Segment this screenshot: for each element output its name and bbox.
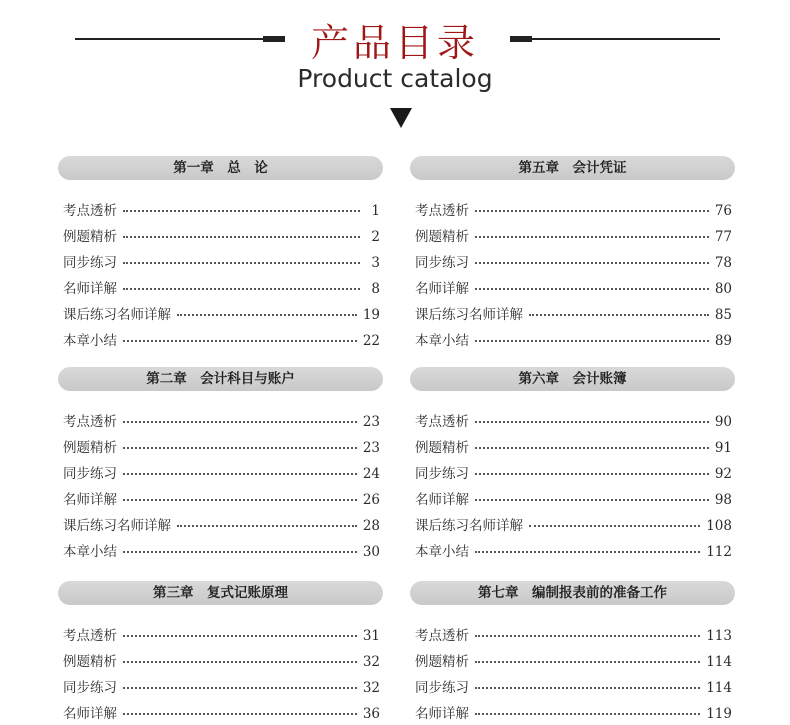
catalog-header	[0, 0, 790, 140]
toc-entry[interactable]	[63, 650, 380, 670]
entry-label: 考点透析	[63, 628, 117, 644]
entry-label: 同步练习	[415, 680, 469, 696]
dot-leader	[123, 340, 357, 342]
entry-label: 名师详解	[63, 706, 117, 722]
toc-entry[interactable]	[415, 277, 732, 297]
toc-entry[interactable]	[415, 650, 732, 670]
chapter-heading: 第二章 会计科目与账户	[58, 367, 383, 391]
dot-leader	[123, 210, 360, 212]
dot-leader	[475, 713, 700, 715]
toc-entry[interactable]	[415, 436, 732, 456]
entry-page: 80	[714, 281, 732, 297]
dot-leader	[475, 236, 709, 238]
toc-entry[interactable]	[415, 702, 732, 722]
entry-label: 课后练习名师详解	[63, 307, 171, 323]
entry-page: 22	[362, 333, 380, 349]
entry-page: 113	[706, 628, 732, 644]
entry-page: 36	[362, 706, 380, 722]
dot-leader	[475, 551, 700, 553]
toc-entry[interactable]	[63, 676, 380, 696]
dot-leader	[177, 314, 357, 316]
toc-entry[interactable]	[63, 488, 380, 508]
toc-entry[interactable]	[415, 514, 732, 534]
dot-leader	[529, 525, 700, 527]
entry-label: 课后练习名师详解	[415, 518, 523, 534]
entry-label: 考点透析	[415, 628, 469, 644]
entry-page: 114	[706, 654, 732, 670]
toc-entry[interactable]	[415, 676, 732, 696]
entry-label: 同步练习	[63, 680, 117, 696]
entry-page: 112	[706, 544, 732, 560]
toc-entry[interactable]	[415, 540, 732, 560]
page-subtitle: Product catalog	[297, 64, 493, 93]
dot-leader	[123, 447, 357, 449]
dot-leader	[123, 499, 357, 501]
entry-page: 3	[371, 255, 380, 271]
entry-label: 同步练习	[63, 255, 117, 271]
entry-label: 例题精析	[63, 229, 117, 245]
entry-label: 本章小结	[63, 333, 117, 349]
chapter-heading: 第一章 总 论	[58, 156, 383, 180]
dot-leader	[123, 288, 360, 290]
entry-label: 本章小结	[415, 544, 469, 560]
toc-entry[interactable]	[63, 251, 380, 271]
toc-entry[interactable]	[63, 277, 380, 297]
entry-label: 名师详解	[415, 492, 469, 508]
toc-entry[interactable]	[63, 702, 380, 722]
entry-label: 同步练习	[63, 466, 117, 482]
chapter-heading: 第五章 会计凭证	[410, 156, 735, 180]
page-title: 产品目录	[310, 21, 479, 65]
dot-leader	[123, 635, 357, 637]
entry-label: 例题精析	[63, 440, 117, 456]
dot-leader	[475, 210, 709, 212]
entry-page: 85	[714, 307, 732, 323]
dot-leader	[123, 473, 357, 475]
dot-leader	[475, 340, 709, 342]
entry-page: 98	[714, 492, 732, 508]
entry-page: 119	[706, 706, 732, 722]
entry-label: 课后练习名师详解	[63, 518, 171, 534]
dot-leader	[123, 262, 360, 264]
toc-entry[interactable]	[415, 303, 732, 323]
entry-label: 考点透析	[415, 203, 469, 219]
entry-page: 77	[714, 229, 732, 245]
toc-entry[interactable]	[63, 462, 380, 482]
chapter-heading: 第七章 编制报表前的准备工作	[410, 581, 735, 605]
toc-entry[interactable]	[63, 329, 380, 349]
toc-entry[interactable]	[415, 329, 732, 349]
toc-entry[interactable]	[415, 225, 732, 245]
entry-page: 76	[714, 203, 732, 219]
entry-page: 32	[362, 680, 380, 696]
chapter-heading: 第六章 会计账簿	[410, 367, 735, 391]
toc-entry[interactable]	[63, 540, 380, 560]
entry-page: 31	[362, 628, 380, 644]
down-arrow-icon	[390, 108, 412, 128]
entry-page: 32	[362, 654, 380, 670]
dot-leader	[475, 473, 709, 475]
toc-entry[interactable]	[63, 410, 380, 430]
entry-label: 本章小结	[415, 333, 469, 349]
entry-page: 114	[706, 680, 732, 696]
dot-leader	[177, 525, 357, 527]
entry-page: 1	[371, 203, 380, 219]
entry-page: 92	[714, 466, 732, 482]
entry-label: 考点透析	[63, 203, 117, 219]
entry-page: 108	[706, 518, 732, 534]
dot-leader	[529, 314, 709, 316]
toc-entry[interactable]	[415, 624, 732, 644]
toc-entry[interactable]	[63, 514, 380, 534]
entry-page: 78	[714, 255, 732, 271]
entry-label: 例题精析	[63, 654, 117, 670]
dot-leader	[123, 421, 357, 423]
toc-entry[interactable]	[63, 303, 380, 323]
dot-leader	[123, 661, 357, 663]
entry-page: 8	[371, 281, 380, 297]
entry-label: 同步练习	[415, 466, 469, 482]
toc-entry[interactable]	[63, 199, 380, 219]
dot-leader	[475, 288, 709, 290]
dot-leader	[475, 447, 709, 449]
entry-label: 名师详解	[415, 706, 469, 722]
entry-label: 例题精析	[415, 229, 469, 245]
entry-label: 名师详解	[415, 281, 469, 297]
dot-leader	[475, 421, 709, 423]
entry-page: 23	[362, 414, 380, 430]
entry-label: 同步练习	[415, 255, 469, 271]
dot-leader	[475, 687, 700, 689]
toc-entry[interactable]	[63, 225, 380, 245]
entry-page: 2	[371, 229, 380, 245]
entry-label: 例题精析	[415, 654, 469, 670]
dot-leader	[475, 635, 700, 637]
entry-page: 24	[362, 466, 380, 482]
entry-label: 例题精析	[415, 440, 469, 456]
dot-leader	[475, 661, 700, 663]
dot-leader	[475, 499, 709, 501]
dot-leader	[123, 687, 357, 689]
toc-entry[interactable]	[415, 462, 732, 482]
entry-label: 名师详解	[63, 492, 117, 508]
entry-page: 30	[362, 544, 380, 560]
entry-page: 28	[362, 518, 380, 534]
dot-leader	[123, 551, 357, 553]
toc-entry[interactable]	[63, 436, 380, 456]
entry-page: 19	[362, 307, 380, 323]
entry-label: 名师详解	[63, 281, 117, 297]
entry-page: 90	[714, 414, 732, 430]
dot-leader	[123, 236, 360, 238]
entry-page: 91	[714, 440, 732, 456]
entry-page: 23	[362, 440, 380, 456]
toc-entry[interactable]	[415, 410, 732, 430]
toc-entry[interactable]	[415, 199, 732, 219]
chapter-heading: 第三章 复式记账原理	[58, 581, 383, 605]
toc-entry[interactable]	[415, 251, 732, 271]
dot-leader	[475, 262, 709, 264]
entry-page: 26	[362, 492, 380, 508]
entry-label: 考点透析	[63, 414, 117, 430]
entry-label: 本章小结	[63, 544, 117, 560]
toc-entry[interactable]	[415, 488, 732, 508]
entry-label: 考点透析	[415, 414, 469, 430]
toc-entry[interactable]	[63, 624, 380, 644]
entry-page: 89	[714, 333, 732, 349]
entry-label: 课后练习名师详解	[415, 307, 523, 323]
dot-leader	[123, 713, 357, 715]
